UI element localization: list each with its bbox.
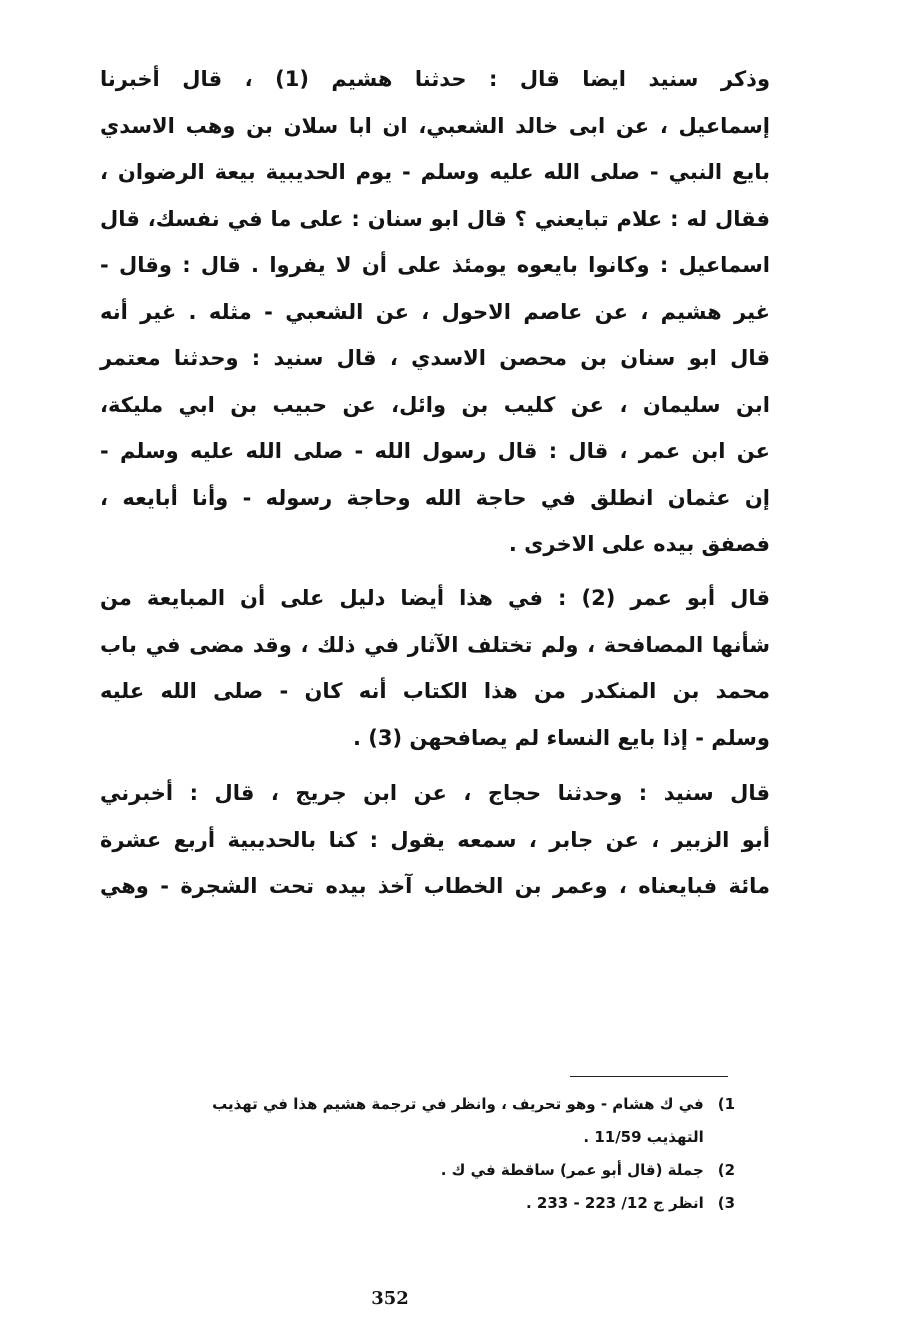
text-line: قال ابو سنان بن محصن الاسدي ، قال سنيد : وحدثنا معتمر [100, 346, 770, 370]
footnote-text: في ك هشام - وهو تحريف ، وانظر في ترجمة هشيم هذا في تهذيب [212, 1095, 704, 1113]
text-line: بايع النبي - صلى الله عليه وسلم - يوم الحديبية بيعة الرضوان ، [100, 160, 770, 184]
text-line: أبو الزبير ، عن جابر ، سمعه يقول : كنا بالحديبية أربع عشرة [100, 827, 770, 852]
footnote-text: جملة (قال أبو عمر) ساقطة في ك . [440, 1161, 704, 1179]
text-line: غير هشيم ، عن عاصم الاحول ، عن الشعبي - مثله . غير أنه [100, 299, 770, 324]
text-line: قال أبو عمر (2) : في هذا أيضا دليل على أن المبايعة من [100, 586, 771, 610]
text-line: فقال له : علام تبايعني ؟ قال ابو سنان : على ما في نفسك، قال [100, 206, 770, 231]
footnote-1 [95, 1088, 735, 1154]
text-line: شأنها المصافحة ، ولم تختلف الآثار في ذلك ، وقد مضى في باب [100, 632, 770, 657]
text-line: إن عثمان انطلق في حاجة الله وحاجة رسوله - وأنا أبايعه ، [100, 485, 770, 510]
text-line: اسماعيل : وكانوا بايعوه يومئذ على أن لا يفروا . قال : وقال - [100, 253, 770, 277]
text-line: ابن سليمان ، عن كليب بن وائل، عن حبيب بن ابي مليكة، [100, 392, 770, 417]
footnotes [95, 1088, 735, 1220]
footnote-text: التهذيب 11/59 . [583, 1128, 704, 1146]
footnote-number: 2) [717, 1161, 735, 1179]
footnote-3 [95, 1187, 735, 1220]
text-line: مائة فبايعناه ، وعمر بن الخطاب آخذ بيده تحت الشجرة - وهي [100, 874, 770, 898]
paragraph-3 [100, 770, 770, 910]
text-line: إسماعيل ، عن ابى خالد الشعبي، ان ابا سلان بن وهب الاسدي [100, 113, 770, 138]
text-line: فصفق بيده على الاخرى . [508, 532, 770, 556]
paragraph-2 [100, 575, 770, 761]
text-line: وذكر سنيد ايضا قال : حدثنا هشيم (1) ، قال أخبرنا [100, 67, 770, 91]
text-line: عن ابن عمر ، قال : قال رسول الله - صلى الله عليه وسلم - [100, 439, 770, 463]
footnote-divider [570, 1076, 728, 1077]
text-line: محمد بن المنكدر من هذا الكتاب أنه كان - صلى الله عليه [100, 679, 770, 703]
footnote-text: انظر ج 12/ 223 - 233 . [525, 1194, 704, 1212]
paragraph-1 [100, 56, 770, 568]
text-line: وسلم - إذا بايع النساء لم يصافحهن (3) . [352, 725, 770, 750]
page-number: 352 [371, 1288, 409, 1309]
text-line: قال سنيد : وحدثنا حجاج ، عن ابن جريج ، قال : أخبرني [100, 781, 770, 805]
footnote-2 [95, 1154, 735, 1187]
footnote-number: 1) [717, 1095, 735, 1113]
footnote-number: 3) [717, 1194, 735, 1212]
